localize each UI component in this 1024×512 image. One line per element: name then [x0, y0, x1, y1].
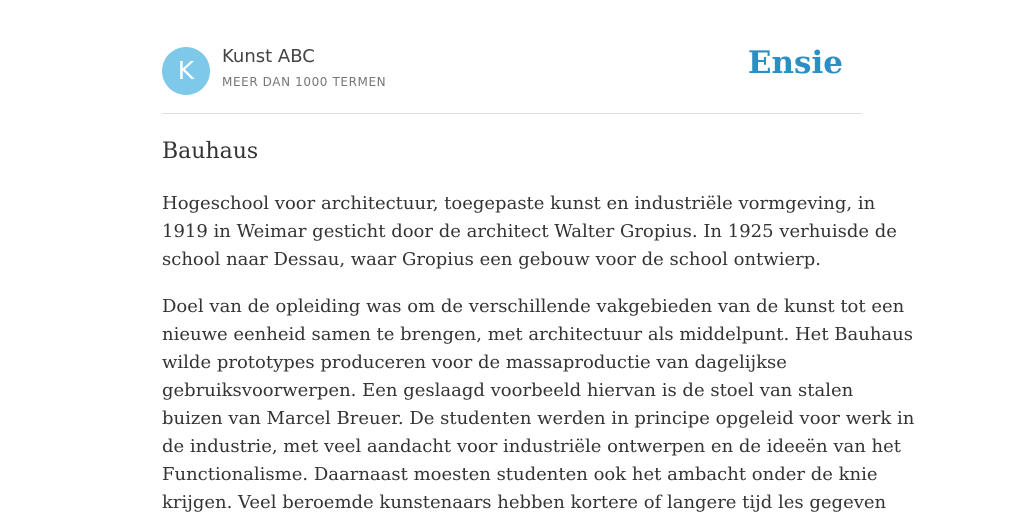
paragraph-line: Hogeschool voor architectuur, toegepaste kunst en industriële vormgeving, in — [162, 193, 876, 214]
paragraph-line: buizen van Marcel Breuer. De studenten werden in principe opgeleid voor werk in — [162, 408, 915, 429]
source-header — [162, 0, 862, 114]
paragraph-line: wilde prototypes produceren voor de massaproductie van dagelijkse — [162, 352, 787, 373]
page-content — [162, 0, 915, 512]
page-title: Bauhaus — [162, 139, 259, 164]
paragraph-1 — [162, 190, 897, 274]
avatar[interactable]: K — [162, 47, 210, 95]
paragraph-2 — [162, 293, 915, 512]
paragraph-line: Doel van de opleiding was om de verschillende vakgebieden van de kunst tot een — [162, 296, 905, 317]
paragraph-line: 1919 in Weimar gesticht door de architect Walter Gropius. In 1925 verhuisde de — [162, 221, 897, 242]
paragraph-line: de industrie, met veel aandacht voor industriële ontwerpen en de ideeën van het — [162, 436, 902, 457]
paragraph-line: Functionalisme. Daarnaast moesten studenten ook het ambacht onder de knie — [162, 464, 878, 485]
paragraph-line: nieuwe eenheid samen te brengen, met architectuur als middelpunt. Het Bauhaus — [162, 324, 913, 345]
paragraph-line: school naar Dessau, waar Gropius een gebouw voor de school ontwierp. — [162, 249, 821, 270]
paragraph-line: krijgen. Veel beroemde kunstenaars hebben kortere of langere tijd les gegeven — [162, 492, 887, 512]
source-name-link[interactable]: Kunst ABC — [222, 46, 315, 67]
source-subtitle: MEER DAN 1000 TERMEN — [222, 75, 387, 89]
paragraph-line: gebruiksvoorwerpen. Een geslaagd voorbeeld hiervan is de stoel van stalen — [162, 380, 854, 401]
ensie-logo-link[interactable]: Ensie — [747, 45, 843, 81]
